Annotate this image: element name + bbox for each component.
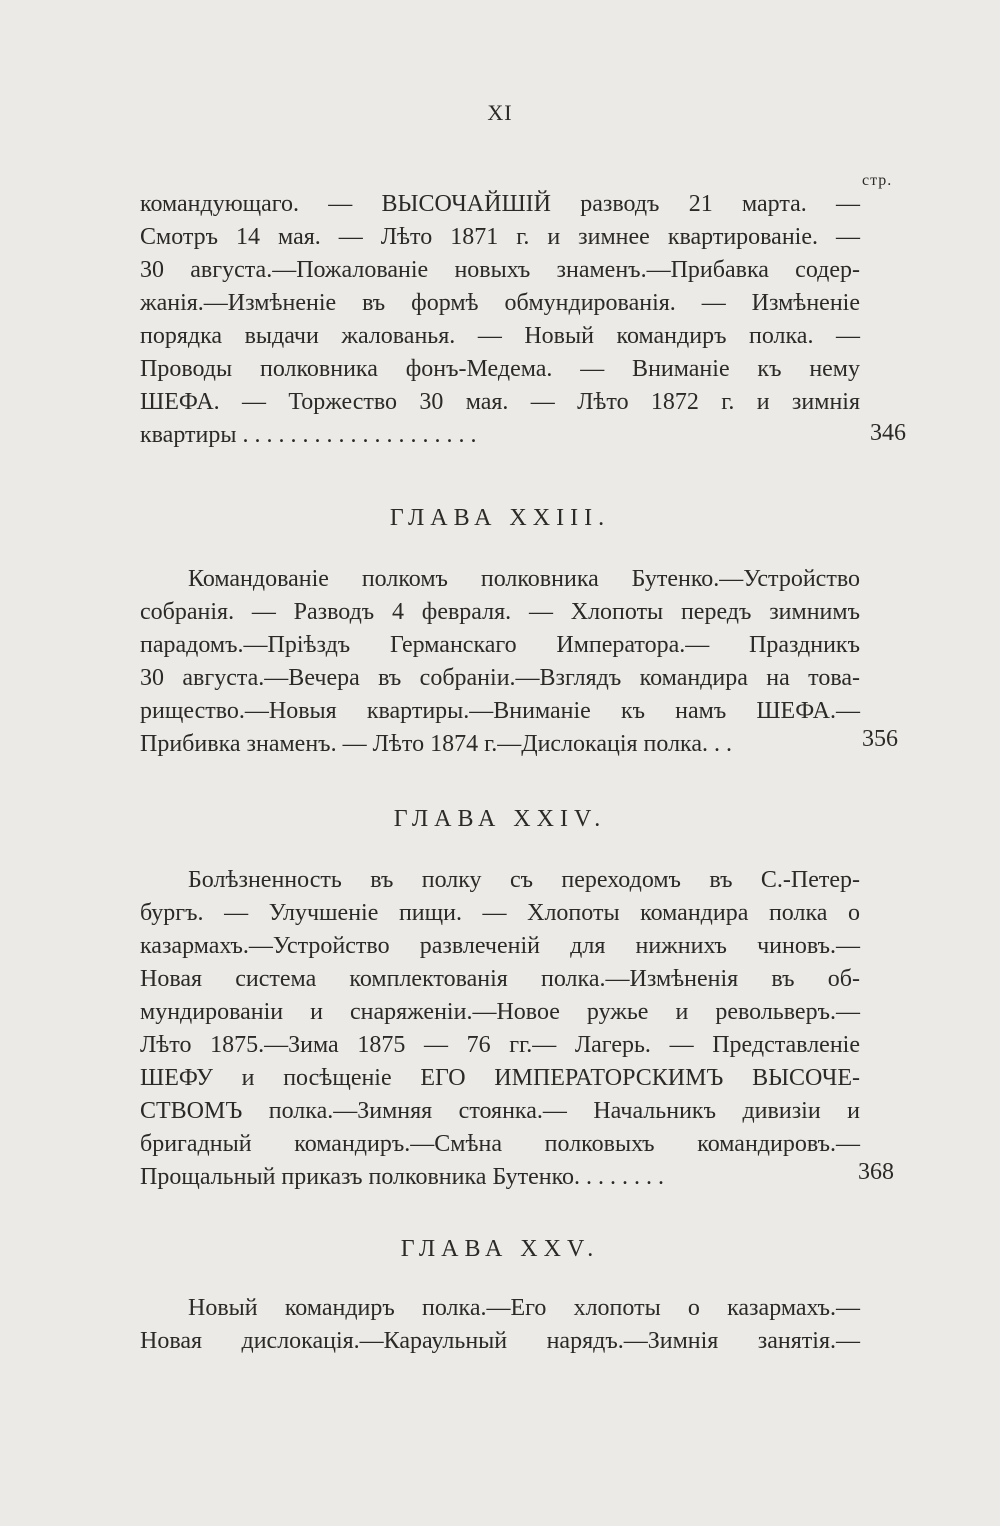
- toc-page-number: 346: [870, 420, 906, 446]
- toc-line: 30 августа.—Вечера въ собраніи.—Взглядъ командира на това-: [140, 665, 860, 691]
- toc-line: Командованіе полкомъ полковника Бутенко.—Устройство: [188, 566, 860, 592]
- toc-line: мундированіи и снаряженіи.—Новое ружье и револьверъ.—: [140, 999, 860, 1025]
- toc-line: порядка выдачи жалованья. — Новый командиръ полка. —: [140, 323, 860, 349]
- toc-line: 30 августа.—Пожалованіе новыхъ знаменъ.—Прибавка содер-: [140, 257, 860, 283]
- chapter-heading-xxiii: ГЛАВА XXIII.: [389, 505, 611, 531]
- toc-line: командующаго. — ВЫСОЧАЙШІЙ разводъ 21 марта. —: [140, 191, 860, 217]
- toc-page-number: 368: [858, 1159, 894, 1185]
- toc-line: Лѣто 1875.—Зима 1875 — 76 гг.— Лагерь. — Представленіе: [140, 1032, 860, 1058]
- toc-line: бургъ. — Улучшеніе пищи. — Хлопоты командира полка о: [140, 900, 860, 926]
- toc-line: Новый командиръ полка.—Его хлопоты о казармахъ.—: [188, 1295, 860, 1321]
- toc-line: Новая система комплектованія полка.—Измѣненія въ об-: [140, 966, 860, 992]
- toc-entry-chapter-xxiii: [140, 563, 860, 761]
- toc-line: Смотръ 14 мая. — Лѣто 1871 г. и зимнее квартированіе. —: [140, 224, 860, 250]
- chapter-heading-xxv: ГЛАВА XXV.: [400, 1236, 600, 1262]
- toc-entry-chapter-xxiv: [140, 864, 860, 1194]
- toc-line: жанія.—Измѣненіе въ формѣ обмундированія. — Измѣненіе: [140, 290, 860, 316]
- toc-line: ШЕФА. — Торжество 30 мая. — Лѣто 1872 г. и зимнія: [140, 389, 860, 415]
- toc-line: рищество.—Новыя квартиры.—Вниманіе къ намъ ШЕФА.—: [140, 698, 860, 724]
- toc-line: Прощальный приказъ полковника Бутенко. . . . . . . .: [140, 1164, 665, 1190]
- toc-line: парадомъ.—Пріѣздъ Германскаго Императора.— Праздникъ: [140, 632, 860, 658]
- page-column-label: стр.: [862, 172, 893, 189]
- toc-entry-chapter-xxv: [140, 1292, 860, 1358]
- toc-line: казармахъ.—Устройство развлеченій для нижнихъ чиновъ.—: [140, 933, 860, 959]
- page-folio: XI: [487, 100, 513, 125]
- toc-line: Новая дислокація.—Караульный нарядъ.—Зимнія занятія.—: [140, 1328, 860, 1354]
- chapter-heading-xxiv: ГЛАВА XXIV.: [393, 806, 607, 832]
- toc-line: Болѣзненность въ полку съ переходомъ въ С.-Петер-: [188, 867, 860, 893]
- toc-line: бригадный командиръ.—Смѣна полковыхъ командировъ.—: [140, 1131, 860, 1157]
- toc-page-number: 356: [862, 726, 898, 752]
- toc-entry-continuation: [140, 188, 860, 452]
- toc-line: Проводы полковника фонъ-Медема. — Вниманіе къ нему: [140, 356, 860, 382]
- toc-line: СТВОМЪ полка.—Зимняя стоянка.— Начальникъ дивизіи и: [140, 1098, 860, 1124]
- toc-line: собранія. — Разводъ 4 февраля. — Хлопоты передъ зимнимъ: [140, 599, 860, 625]
- toc-line: ШЕФУ и посѣщеніе ЕГО ИМПЕРАТОРСКИМЪ ВЫСОЧЕ-: [140, 1065, 860, 1091]
- toc-line: квартиры . . . . . . . . . . . . . . . . . . . .: [140, 422, 477, 448]
- toc-line: Прибивка знаменъ. — Лѣто 1874 г.—Дислокація полка. . .: [140, 731, 732, 757]
